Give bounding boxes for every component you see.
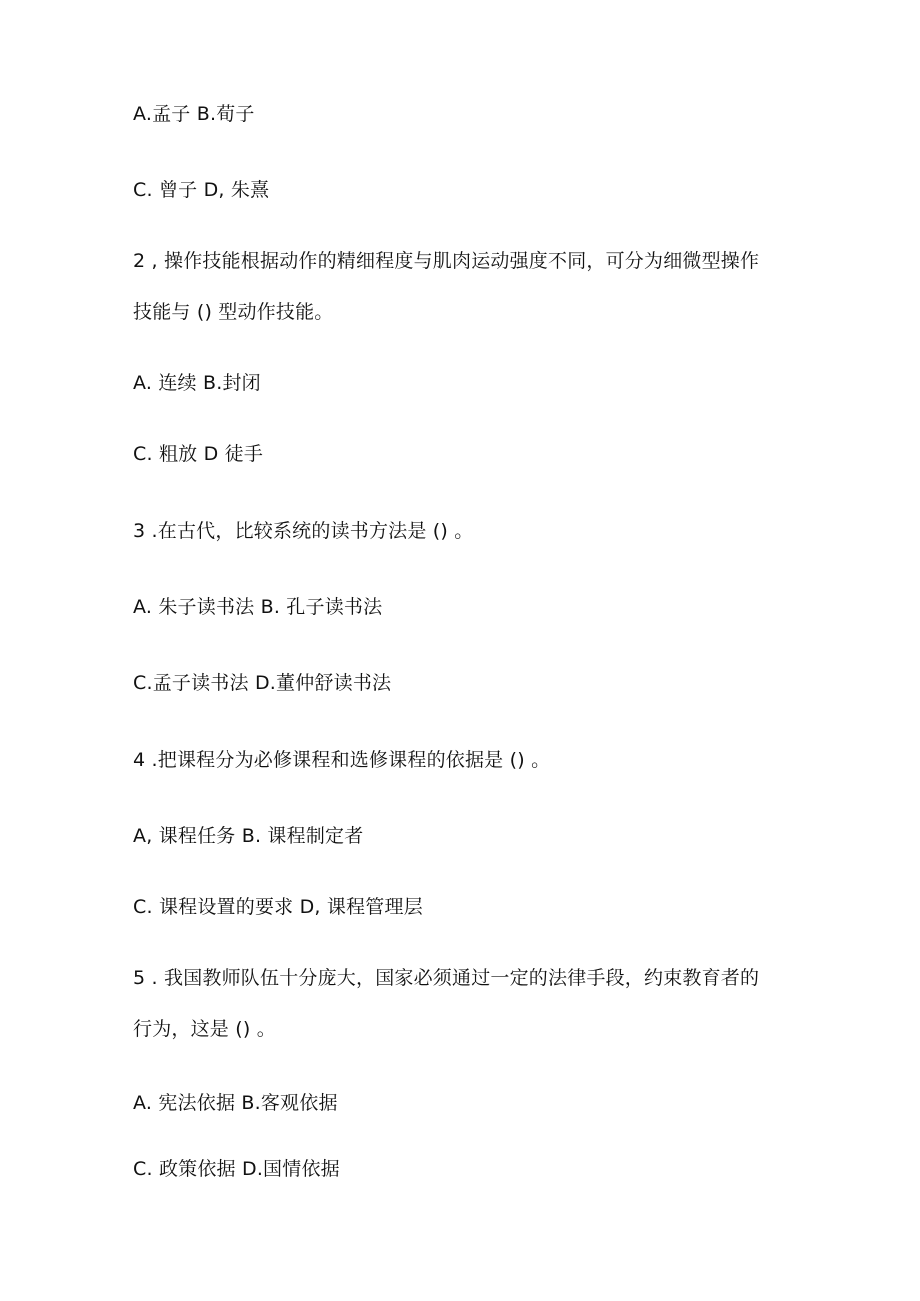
option-line-a-b-q4: A, 课程任务 B. 课程制定者 [133, 825, 364, 847]
question-2-line-1: 2 , 操作技能根据动作的精细程度与肌肉运动强度不同，可分为细微型操作 [133, 250, 760, 272]
question-2-line-2: 技能与 () 型动作技能。 [133, 301, 334, 323]
option-line-a-b-q2: A. 连续 B.封闭 [133, 372, 261, 394]
option-line-c-d-q2: C. 粗放 D 徒手 [133, 443, 264, 465]
question-4: 4 .把课程分为必修课程和选修课程的依据是 () 。 [133, 749, 551, 771]
option-line-c-d-q5: C. 政策依据 D.国情依据 [133, 1158, 340, 1180]
option-line-c-d-q1: C. 曾子 D, 朱熹 [133, 179, 270, 201]
option-line-c-d-q4: C. 课程设置的要求 D, 课程管理层 [133, 896, 423, 918]
question-5-line-1: 5 . 我国教师队伍十分庞大，国家必须通过一定的法律手段，约束教育者的 [133, 967, 760, 989]
question-5-line-2: 行为，这是 () 。 [133, 1018, 276, 1040]
option-line-c-d-q3: C.孟子读书法 D.董仲舒读书法 [133, 672, 392, 694]
option-line-a-b-q5: A. 宪法依据 B.客观依据 [133, 1092, 338, 1114]
question-3: 3 .在古代，比较系统的读书方法是 () 。 [133, 520, 474, 542]
option-line-a-b-q1: A.孟子 B.荀子 [133, 103, 255, 125]
option-line-a-b-q3: A. 朱子读书法 B. 孔子读书法 [133, 596, 383, 618]
